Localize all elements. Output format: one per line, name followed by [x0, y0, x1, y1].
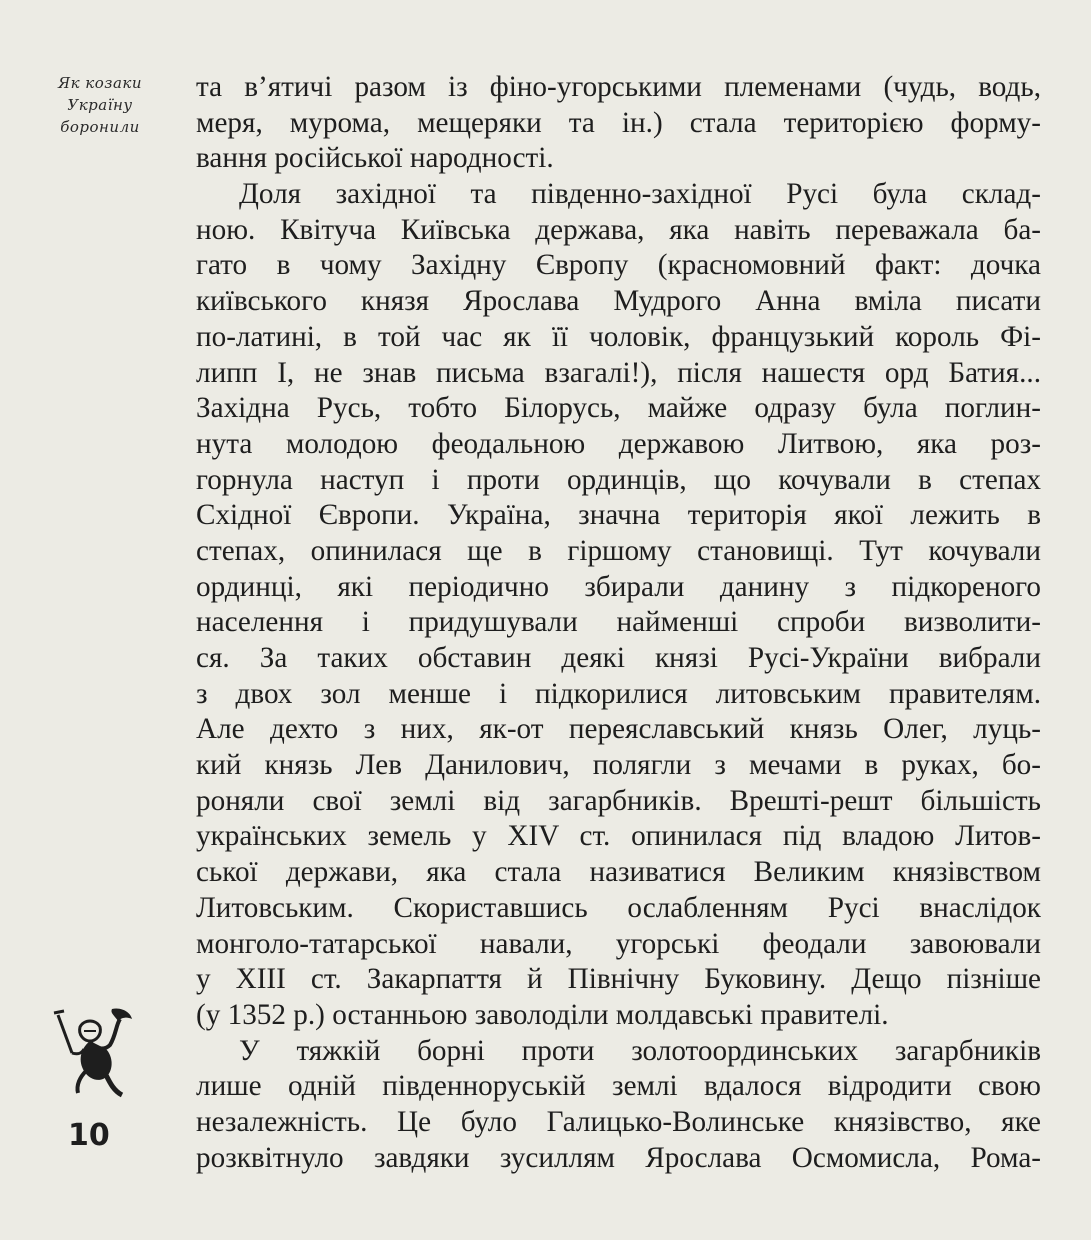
running-head-line-2: Україну [67, 96, 133, 114]
paragraph-start-line: Доля західної та південно-західної Русі була склад- [239, 178, 1041, 211]
text-line: ської держави, яка стала називатися Великим князівством [196, 856, 1041, 889]
text-line: ною. Квітуча Київська держава, яка навіть переважала ба- [196, 213, 1041, 246]
text-line: ся. За таких обставин деякі князі Русі-України вибрали [196, 642, 1041, 674]
text-line: незалежність. Це було Галицько-Волинське князівство, яке [196, 1105, 1041, 1138]
text-line: у XIII ст. Закарпаття й Північну Буковину. Дещо пізніше [196, 963, 1041, 996]
text-line: розквітнуло завдяки зусиллям Ярослава Осмомисла, Рома- [196, 1141, 1041, 1174]
text-line: Але дехто з них, як-от переяславський князь Олег, луць- [196, 713, 1041, 746]
text-line: липп І, не знав письма взагалі!), після нашестя орд Батия... [196, 356, 1041, 389]
text-line: та в’ятичі разом із фіно-угорськими племенами (чудь, водь, [196, 71, 1041, 103]
text-line: лише одній південноруській землі вдалося відродити свою [196, 1070, 1041, 1103]
text-line: Західна Русь, тобто Білорусь, майже одразу була поглин- [196, 392, 1041, 425]
text-line: з двох зол менше і підкорилися литовським правителям. [196, 677, 1041, 710]
text-line: (у 1352 р.) останньою заволоділи молдавські правителі. [196, 998, 889, 1031]
text-line: горнула наступ і проти ординців, що кочували в степах [196, 463, 1041, 496]
text-line: степах, опинилася ще в гіршому становищі. Тут кочували [196, 534, 1041, 567]
paragraph-start-line: У тяжкій борні проти золотоординських загарбників [239, 1034, 1041, 1067]
text-line: вання російської народності. [196, 142, 554, 175]
running-head [46, 72, 154, 138]
text-line: київського князя Ярослава Мудрого Анна вміла писати [196, 285, 1041, 318]
text-line: Східної Європи. Україна, значна територія якої лежить в [196, 499, 1041, 532]
text-line: Литовським. Скориставшись ослабленням Русі внаслідок [196, 891, 1041, 924]
text-line: населення і придушували найменші спроби визволити- [196, 606, 1041, 639]
text-line: меря, мурома, мещеряки та ін.) стала територією форму- [196, 106, 1041, 139]
text-line: гато в чому Західну Європу (красномовний факт: дочка [196, 249, 1041, 282]
text-line: роняли свої землі від загарбників. Врешті-решт більшість [196, 784, 1041, 817]
text-line: монголо-татарської навали, угорські феодали завоювали [196, 927, 1041, 960]
text-line: кий князь Лев Данилович, полягли з мечами в руках, бо- [196, 749, 1041, 782]
text-line: нута молодою феодальною державою Литвою, яка роз- [196, 427, 1041, 460]
text-line: ординці, які періодично збирали данину з підкореного [196, 570, 1041, 603]
running-head-line-1: Як козаки [57, 74, 143, 92]
text-line: по-латині, в той час як її чоловік, французький король Фі- [196, 320, 1041, 353]
running-head-line-3: боронили [60, 118, 140, 136]
text-line: українських земель у XIV ст. опинилася під владою Литов- [196, 820, 1041, 853]
body-text [196, 70, 1041, 1176]
page-number: 10 [68, 1118, 110, 1153]
cossack-figure-icon [50, 1005, 140, 1100]
